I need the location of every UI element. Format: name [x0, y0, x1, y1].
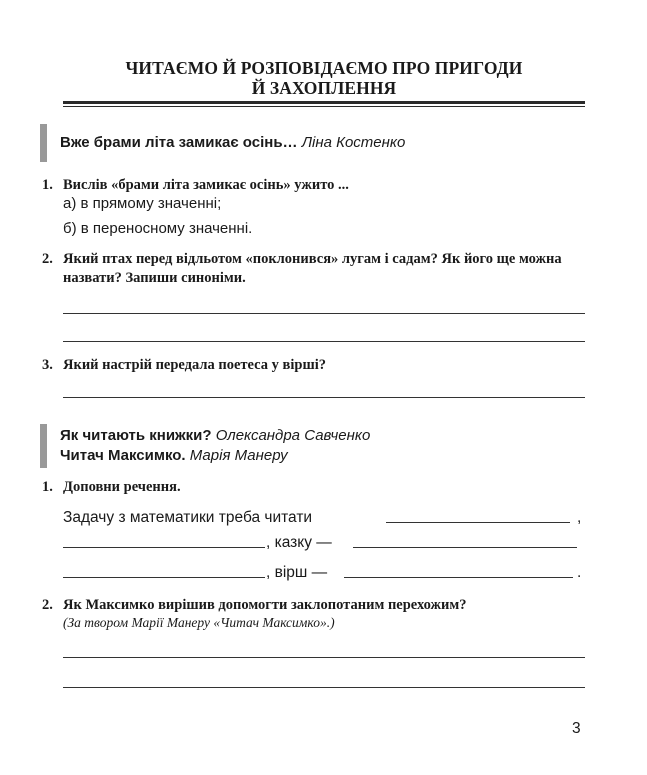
title-rule-thick — [63, 101, 585, 104]
section-marker-bar — [40, 424, 47, 468]
question-text: Як Максимко вирішив допомогти заклопотаним перехожим? — [63, 597, 467, 613]
question-text: Який птах перед відльотом «поклонився» лугам і садам? Як його ще можна назвати? Запиши синоніми. — [63, 251, 562, 286]
period-text: . — [577, 564, 582, 581]
answer-line[interactable] — [63, 687, 585, 688]
question-2 — [42, 250, 587, 287]
work-title: Читач Максимко. — [60, 447, 186, 464]
page-title-line-2: Й ЗАХОПЛЕННЯ — [251, 78, 397, 98]
work-author: Олександра Савченко — [215, 427, 371, 444]
tale-label: , казку — — [266, 534, 332, 551]
fill-in-blank[interactable] — [63, 547, 265, 548]
question-5 — [42, 596, 587, 615]
question-3 — [42, 356, 587, 375]
section2-header — [40, 424, 370, 468]
question-text: Вислів «брами літа замикає осінь» ужито ... — [63, 177, 349, 193]
fill-in-blank[interactable] — [63, 577, 265, 578]
poem-label: , вірш — — [266, 564, 328, 581]
section2-work1-line — [60, 426, 370, 446]
question-number: 1. — [42, 177, 53, 193]
question-number: 2. — [42, 597, 53, 613]
page-number: 3 — [572, 720, 581, 737]
question-number: 1. — [42, 479, 53, 495]
work-title: Як читають книжки? — [60, 427, 212, 444]
answer-option-b[interactable]: б) в переносному значенні. — [63, 220, 253, 237]
question-text: Доповни речення. — [63, 479, 181, 495]
title-rule-thin — [63, 106, 585, 107]
answer-option-a[interactable]: а) в прямому значенні; — [63, 195, 222, 212]
section-marker-bar — [40, 124, 47, 162]
question-1 — [42, 176, 587, 195]
question-number: 3. — [42, 357, 53, 373]
sentence-start: Задачу з математики треба читати — [63, 509, 313, 526]
question-number: 2. — [42, 251, 53, 267]
question-4 — [42, 478, 587, 497]
answer-line[interactable] — [63, 341, 585, 342]
work-title: Вже брами літа замикає осінь… — [60, 134, 298, 151]
fill-in-blank[interactable] — [353, 547, 577, 548]
fill-in-blank[interactable] — [344, 577, 573, 578]
question-text: Який настрій передала поетеса у вірші? — [63, 357, 326, 373]
comma-text: , — [577, 509, 582, 526]
source-note: (За твором Марії Манеру «Читач Максимко».) — [63, 615, 335, 630]
work-author: Ліна Костенко — [301, 134, 406, 151]
page-title-line-1: ЧИТАЄМО Й РОЗПОВІДАЄМО ПРО ПРИГОДИ — [125, 58, 523, 78]
answer-line[interactable] — [63, 313, 585, 314]
page-title — [63, 58, 585, 98]
answer-line[interactable] — [63, 397, 585, 398]
fill-in-blank[interactable] — [386, 522, 570, 523]
answer-line[interactable] — [63, 657, 585, 658]
section1-header — [40, 124, 405, 162]
work-author: Марія Манеру — [189, 447, 288, 464]
section1-work-line — [60, 133, 405, 153]
section2-work2-line — [60, 446, 370, 466]
